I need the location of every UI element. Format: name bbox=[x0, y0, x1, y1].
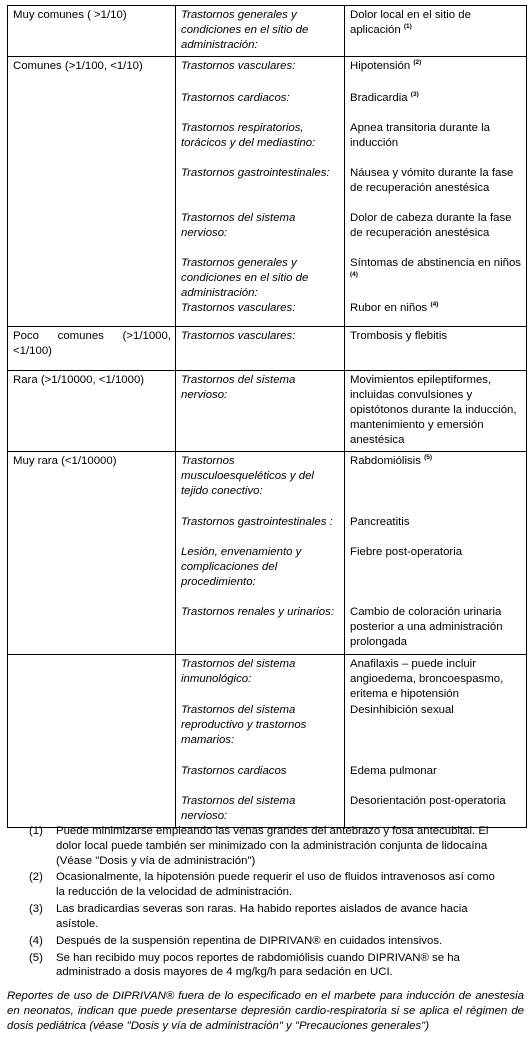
footnote bbox=[29, 951, 499, 981]
table-row bbox=[8, 654, 527, 827]
frequency-cell: Muy comunes ( >1/10) bbox=[8, 6, 176, 57]
footnote-number: (1) bbox=[29, 825, 43, 837]
organ-class-text: Trastornos renales y urinarios: bbox=[181, 606, 334, 619]
effect-cell bbox=[345, 452, 527, 654]
table-row bbox=[8, 6, 527, 57]
effect-text: Fiebre post-operatoria bbox=[350, 546, 463, 559]
frequency-cell: Muy rara (<1/10000) bbox=[8, 452, 176, 654]
effect-text: Desorientación post-operatoria bbox=[350, 794, 506, 807]
organ-class-text: Trastornos vasculares: bbox=[181, 302, 296, 315]
frequency-cell: Poco comunes (>1/1000, <1/100) bbox=[8, 327, 176, 371]
footnote bbox=[29, 902, 499, 932]
frequency-cell bbox=[8, 654, 176, 827]
effect-cell: Movimientos epileptiformes, incluidas convulsiones y opistótonos durante la inducción, mantenimiento y emersión anestésica bbox=[345, 371, 527, 452]
footnote bbox=[29, 934, 499, 949]
organ-class-cell bbox=[176, 452, 345, 654]
organ-class-text: Trastornos musculoesqueléticos y del tejido conectivo: bbox=[181, 455, 314, 498]
organ-class-text: Lesión, envenamiento y complicaciones del procedimiento: bbox=[181, 546, 302, 589]
footnote-number: (4) bbox=[29, 934, 43, 947]
footnotes-list bbox=[29, 824, 499, 982]
organ-class-text: Trastornos del sistema inmunológico: bbox=[181, 657, 296, 685]
effect-text: Desinhibición sexual bbox=[350, 703, 454, 716]
frequency-cell: Comunes (>1/100, <1/10) bbox=[8, 57, 176, 327]
effect-text: Rubor en niños $^{(4)}$ bbox=[350, 301, 439, 315]
footnote-ref: (2) bbox=[413, 59, 422, 67]
effect-text: Edema pulmonar bbox=[350, 764, 437, 777]
footnote bbox=[29, 824, 499, 868]
effect-text: Náusea y vómito durante la fase de recuperación anestésica bbox=[350, 167, 514, 195]
effect-text: Dolor local en el sitio de aplicación bbox=[350, 9, 471, 37]
organ-class-text: Trastornos cardiacos bbox=[181, 764, 287, 777]
footnote-ref: (3) bbox=[410, 91, 419, 99]
table-row bbox=[8, 57, 527, 327]
footnote bbox=[29, 870, 499, 900]
organ-class-text: Trastornos gastrointestinales: bbox=[181, 167, 330, 180]
effect-text: Anafilaxis – puede incluir angioedema, broncoespasmo, eritema e hipotensión bbox=[350, 657, 504, 700]
frequency-cell: Rara (>1/10000, <1/1000) bbox=[8, 371, 176, 452]
effect-text: Rabdomiólisis $^{(5)}$ bbox=[350, 454, 433, 468]
organ-class-cell: Trastornos vasculares: bbox=[176, 327, 345, 371]
effect-text: Dolor de cabeza durante la fase de recuperación anestésica bbox=[350, 212, 512, 240]
footnote-text: Puede minimizarse empleando las venas grandes del antebrazo y fosa antecubital. El dolor local puede también ser minimizado con la administración conjunta de lidocaína (Véase "Dosis y vía de administración") bbox=[56, 825, 489, 867]
effect-cell bbox=[345, 654, 527, 827]
effect-text: Pancreatitis bbox=[350, 516, 410, 529]
footnote-number: (2) bbox=[29, 871, 43, 884]
footnote-ref: (1) bbox=[403, 23, 412, 31]
neonatal-use-paragraph: Reportes de uso de DIPRIVAN® fuera de lo especificado en el marbete para inducción de anestesia en neonatos, indican que puede presentarse depresión cardio-respiratoria si se aplica el régimen de dosis pediátrica (véase "Dosis y vía de administración" y "Precauciones generales") bbox=[7, 990, 524, 1032]
organ-class-text: Trastornos del sistema nervioso: bbox=[181, 794, 296, 822]
table-row bbox=[8, 452, 527, 654]
footnote-number: (5) bbox=[29, 951, 43, 964]
footnote-ref: (5) bbox=[424, 454, 433, 462]
organ-class-cell: Trastornos del sistema nervioso: bbox=[176, 371, 345, 452]
organ-class-cell: Trastornos generales y condiciones en el sitio de administración: bbox=[176, 6, 345, 57]
footnote-text: Ocasionalmente, la hipotensión puede requerir el uso de fluidos intravenosos así como la reducción de la velocidad de administración. bbox=[56, 871, 495, 899]
effect-text: Cambio de coloración urinaria posterior a una administración prolongada bbox=[350, 606, 503, 649]
footnote-ref: (4) bbox=[350, 271, 358, 279]
effect-text: Síntomas de abstinencia en niños $^{(4)}$ bbox=[350, 257, 521, 279]
organ-class-text: Trastornos del sistema reproductivo y trastornos mamarios: bbox=[181, 703, 307, 746]
footnote-text: Después de la suspensión repentina de DIPRIVAN® en cuidados intensivos. bbox=[56, 934, 443, 947]
organ-class-cell bbox=[176, 57, 345, 327]
footnote-text: Se han recibido muy pocos reportes de rabdomiólisis cuando DIPRIVAN® se ha administrado a dosis mayores de 4 mg/kg/h para sedación en UCI. bbox=[56, 951, 460, 979]
organ-class-cell bbox=[176, 654, 345, 827]
table-row bbox=[8, 371, 527, 452]
footnote-text: Las bradicardias severas son raras. Ha habido reportes aislados de avance hacia asístole. bbox=[56, 903, 468, 930]
adverse-reactions-table bbox=[7, 5, 527, 828]
organ-class-text: Trastornos cardiacos: bbox=[181, 92, 290, 105]
footnote-number: (3) bbox=[29, 903, 43, 916]
organ-class-text: Trastornos del sistema nervioso: bbox=[181, 212, 296, 240]
table-row bbox=[8, 327, 527, 371]
effect-text: Apnea transitoria durante la inducción bbox=[350, 122, 490, 150]
organ-class-text: Trastornos generales y condiciones en el sitio de administración: bbox=[181, 257, 309, 300]
effect-cell: Trombosis y flebitis bbox=[345, 327, 527, 371]
effect-cell bbox=[345, 6, 527, 57]
effect-cell bbox=[345, 57, 527, 327]
organ-class-text: Trastornos vasculares: bbox=[181, 60, 296, 73]
organ-class-text: Trastornos respiratorios, torácicos y del mediastino: bbox=[181, 122, 316, 150]
effect-text: Bradicardia $^{(3)}$ bbox=[350, 91, 419, 105]
effect-text: Hipotensión $^{(2)}$ bbox=[350, 59, 422, 73]
footnote-ref: (4) bbox=[430, 301, 439, 309]
organ-class-text: Trastornos gastrointestinales : bbox=[181, 516, 333, 529]
